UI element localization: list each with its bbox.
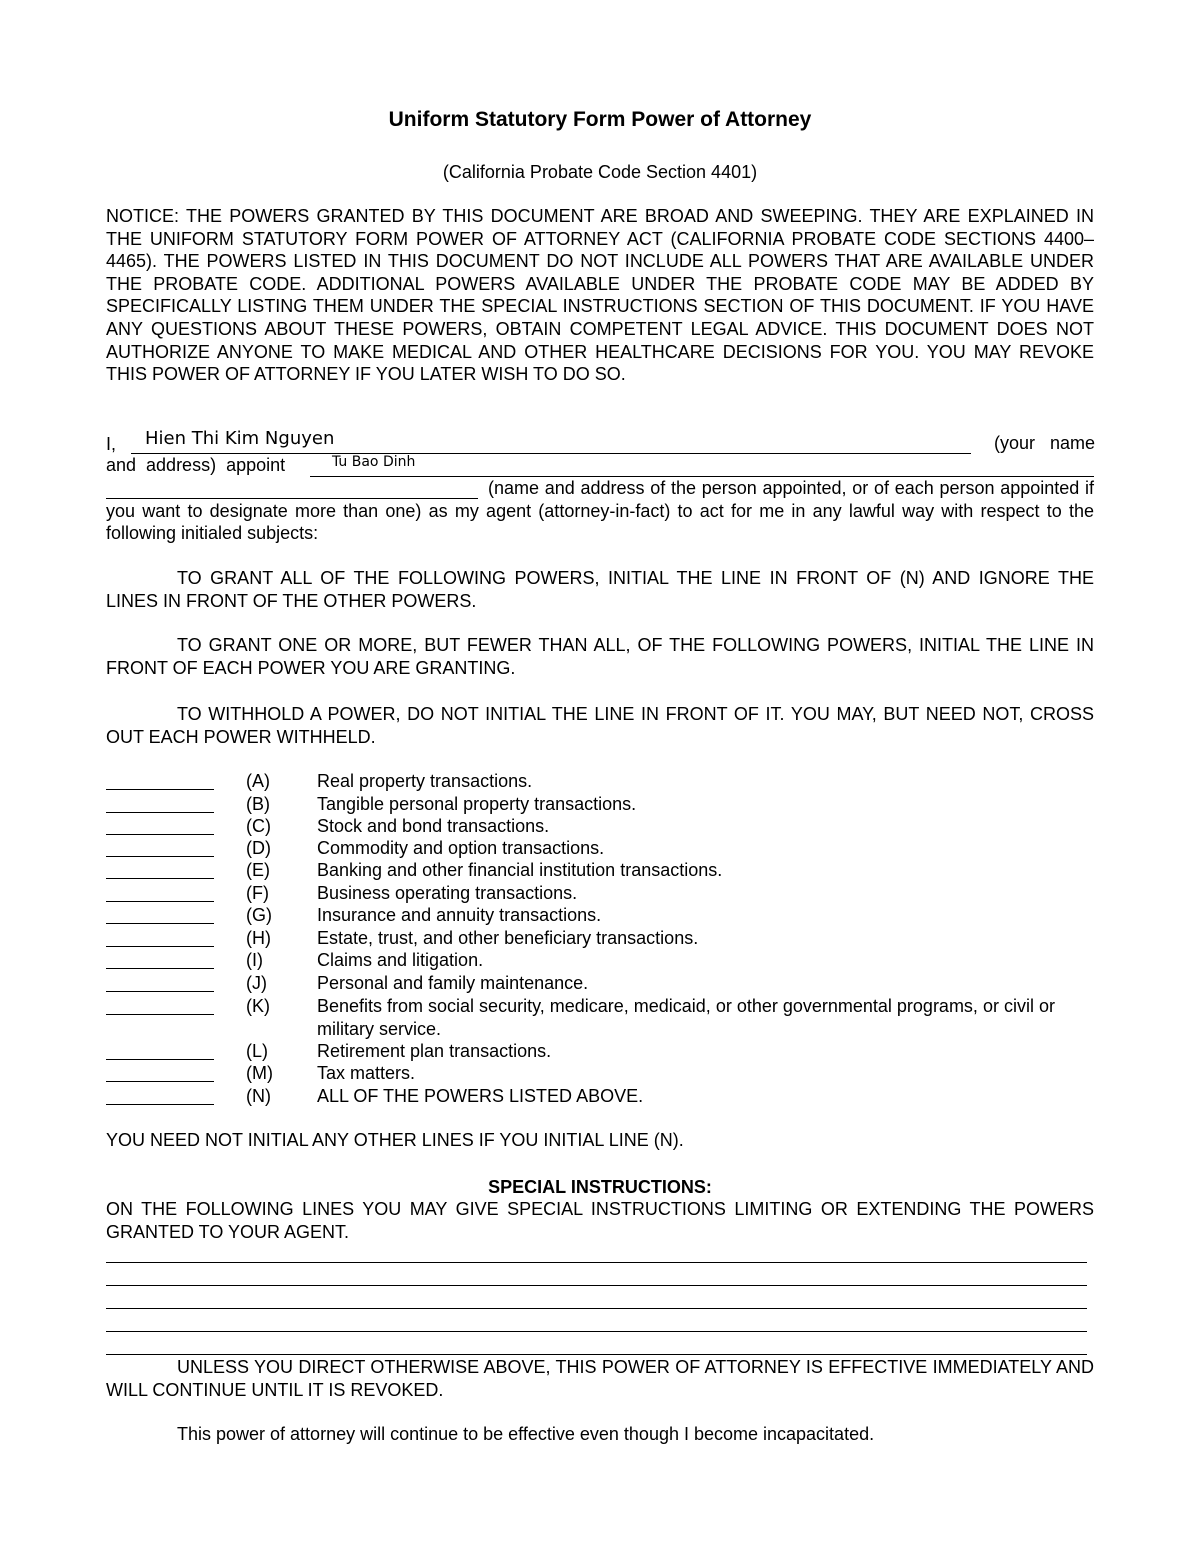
- power-item-k: [106, 995, 1096, 1040]
- power-letter: (I): [246, 950, 263, 970]
- special-instructions-line-1[interactable]: [106, 1252, 1087, 1263]
- power-letter: (E): [246, 860, 270, 880]
- power-text: Claims and litigation.: [317, 950, 484, 970]
- special-instructions-line-2[interactable]: [106, 1275, 1087, 1286]
- power-letter: (C): [246, 816, 271, 836]
- appointment-continuation: (name and address of the person appointed, or of each person appointed if you want to designate more than one) as my agent (attorney-in-fact) to act for me in any lawful way with respect to the following initialed subjects:: [106, 478, 1094, 544]
- power-item-g: [106, 904, 1096, 927]
- initial-line-e[interactable]: [106, 859, 214, 879]
- power-item-f: [106, 882, 1096, 905]
- initial-line-d[interactable]: [106, 837, 214, 857]
- initial-line-b[interactable]: [106, 793, 214, 813]
- initial-line-l[interactable]: [106, 1040, 214, 1060]
- initial-line-c[interactable]: [106, 815, 214, 835]
- instruction-grant-some: TO GRANT ONE OR MORE, BUT FEWER THAN ALL, OF THE FOLLOWING POWERS, INITIAL THE LINE IN FRONT OF EACH POWER YOU ARE GRANTING.: [106, 635, 1094, 678]
- special-instructions-text: ON THE FOLLOWING LINES YOU MAY GIVE SPECIAL INSTRUCTIONS LIMITING OR EXTENDING THE POWERS GRANTED TO YOUR AGENT.: [106, 1199, 1094, 1242]
- power-item-l: [106, 1040, 1096, 1063]
- principal-name-value: Hien Thi Kim Nguyen: [145, 428, 335, 449]
- power-letter: (N): [246, 1086, 271, 1106]
- durable-clause: This power of attorney will continue to be effective even though I become incapacitated.: [177, 1424, 875, 1444]
- power-text: Insurance and annuity transactions.: [317, 905, 602, 925]
- power-text: Retirement plan transactions.: [317, 1041, 552, 1061]
- power-item-m: [106, 1062, 1096, 1085]
- special-instructions-line-3[interactable]: [106, 1298, 1087, 1309]
- initial-line-j[interactable]: [106, 972, 214, 992]
- power-letter: (A): [246, 771, 270, 791]
- power-text: Real property transactions.: [317, 771, 533, 791]
- power-text: Benefits from social security, medicare, medicaid, or other governmental programs, or civil or military service.: [317, 996, 1055, 1039]
- power-item-h: [106, 927, 1096, 950]
- special-instructions-heading: SPECIAL INSTRUCTIONS:: [488, 1177, 712, 1197]
- need-not-initial-note: YOU NEED NOT INITIAL ANY OTHER LINES IF YOU INITIAL LINE (N).: [106, 1130, 684, 1150]
- power-item-c: [106, 815, 1096, 838]
- agent-name-value: Tu Bao Dinh: [332, 454, 416, 470]
- power-item-b: [106, 793, 1096, 816]
- power-item-e: [106, 859, 1096, 882]
- initial-line-a[interactable]: [106, 770, 214, 790]
- document-title: Uniform Statutory Form Power of Attorney: [388, 108, 812, 131]
- power-text: Commodity and option transactions.: [317, 838, 605, 858]
- instruction-withhold: TO WITHHOLD A POWER, DO NOT INITIAL THE LINE IN FRONT OF IT. YOU MAY, BUT NEED NOT, CROSS OUT EACH POWER WITHHELD.: [106, 704, 1094, 747]
- power-letter: (B): [246, 794, 270, 814]
- special-instructions-line-5[interactable]: [106, 1344, 1087, 1355]
- document-subtitle: (California Probate Code Section 4401): [442, 162, 758, 182]
- power-letter: (D): [246, 838, 271, 858]
- initial-line-i[interactable]: [106, 949, 214, 969]
- initial-line-f[interactable]: [106, 882, 214, 902]
- notice-paragraph: NOTICE: THE POWERS GRANTED BY THIS DOCUMENT ARE BROAD AND SWEEPING. THEY ARE EXPLAINED IN THE UNIFORM STATUTORY FORM POWER OF ATTORNEY ACT (CALIFORNIA PROBATE CODE SECTIONS 4400–4465). THE POWERS LISTED IN THIS DOCUMENT DO NOT INCLUDE ALL POWERS THAT ARE AVAILABLE UNDER THE PROBATE CODE. ADDITIONAL POWERS AVAILABLE UNDER THE PROBATE CODE MAY BE ADDED BY SPECIFICALLY LISTING THEM UNDER THE SPECIAL INSTRUCTIONS SECTION OF THIS DOCUMENT. IF YOU HAVE ANY QUESTIONS ABOUT THESE POWERS, OBTAIN COMPETENT LEGAL ADVICE. THIS DOCUMENT DOES NOT AUTHORIZE ANYONE TO MAKE MEDICAL AND OTHER HEALTHCARE DECISIONS FOR YOU. YOU MAY REVOKE THIS POWER OF ATTORNEY IF YOU LATER WISH TO DO SO.: [106, 206, 1094, 385]
- power-item-j: [106, 972, 1096, 995]
- power-item-n: [106, 1085, 1096, 1108]
- power-text: Tax matters.: [317, 1063, 416, 1083]
- power-letter: (H): [246, 928, 271, 948]
- appointment-prefix: I,: [106, 434, 117, 454]
- and-address-appoint-label: and address) appoint: [106, 455, 286, 475]
- your-name-label: (your name: [993, 433, 1095, 453]
- instruction-grant-all: TO GRANT ALL OF THE FOLLOWING POWERS, INITIAL THE LINE IN FRONT OF (N) AND IGNORE THE LINES IN FRONT OF THE OTHER POWERS.: [106, 568, 1094, 611]
- power-letter: (K): [246, 996, 270, 1016]
- initial-line-h[interactable]: [106, 927, 214, 947]
- effective-notice: UNLESS YOU DIRECT OTHERWISE ABOVE, THIS POWER OF ATTORNEY IS EFFECTIVE IMMEDIATELY AND WILL CONTINUE UNTIL IT IS REVOKED.: [106, 1357, 1094, 1400]
- initial-line-k[interactable]: [106, 995, 214, 1015]
- power-text: Business operating transactions.: [317, 883, 578, 903]
- power-letter: (J): [246, 973, 267, 993]
- power-letter: (L): [246, 1041, 268, 1061]
- initial-line-g[interactable]: [106, 904, 214, 924]
- power-text: ALL OF THE POWERS LISTED ABOVE.: [317, 1086, 644, 1106]
- power-text: Personal and family maintenance.: [317, 973, 589, 993]
- special-instructions-line-4[interactable]: [106, 1321, 1087, 1332]
- power-text: Banking and other financial institution transactions.: [317, 860, 723, 880]
- power-letter: (M): [246, 1063, 273, 1083]
- power-text: Tangible personal property transactions.: [317, 794, 637, 814]
- initial-line-m[interactable]: [106, 1062, 214, 1082]
- power-text: Estate, trust, and other beneficiary transactions.: [317, 928, 699, 948]
- power-item-d: [106, 837, 1096, 860]
- power-letter: (F): [246, 883, 269, 903]
- power-item-a: [106, 770, 1096, 793]
- power-text: Stock and bond transactions.: [317, 816, 550, 836]
- initial-line-n[interactable]: [106, 1085, 214, 1105]
- power-item-i: [106, 949, 1096, 972]
- power-letter: (G): [246, 905, 272, 925]
- agent-name-field[interactable]: [310, 455, 1094, 477]
